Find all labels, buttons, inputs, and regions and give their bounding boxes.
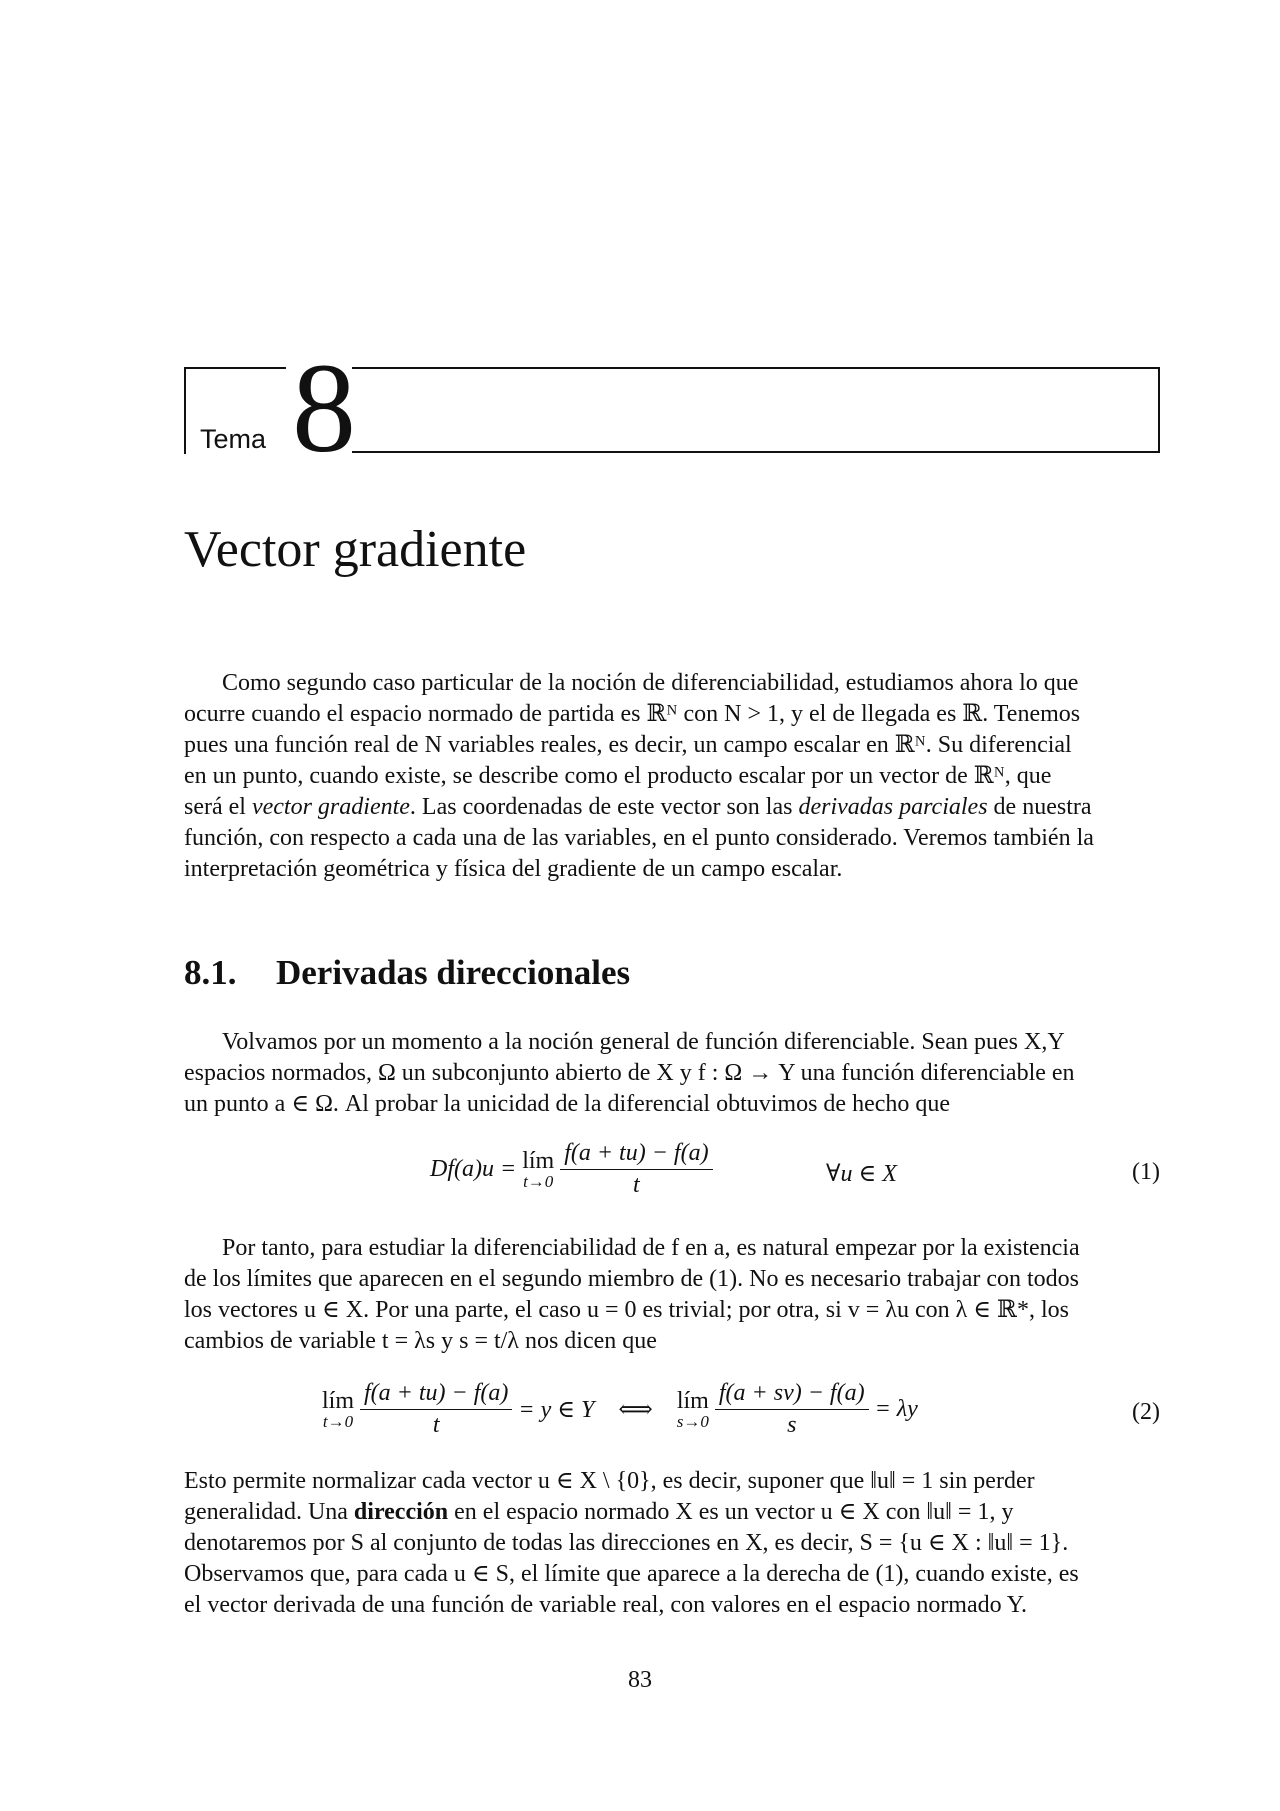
eq2-fraction-left [360, 1380, 512, 1439]
lim-sub: s→0 [676, 1411, 709, 1431]
chapter-title: Vector gradiente [184, 521, 527, 578]
lim-sub: t→0 [523, 1171, 554, 1191]
eq1-limit [522, 1148, 554, 1192]
chapter-frame-bottom [352, 451, 1160, 453]
p1-line: Volvamos por un momento a la noción general de función diferenciable. Sean pues X,Y [222, 1029, 1065, 1055]
p3-text: generalidad. Una [184, 1499, 354, 1525]
term-direccion: dirección [353, 1499, 449, 1525]
intro-text: de nuestra [987, 794, 1092, 820]
p2-line: los vectores u ∈ X. Por una parte, el caso u = 0 es trivial; por otra, si v = λu con λ ∈ ℝ*, los [184, 1297, 1069, 1323]
lim-text: lím [522, 1147, 555, 1174]
frac-denominator: s [787, 1412, 797, 1438]
eq2-limit-left [322, 1388, 354, 1432]
p3-line: Esto permite normalizar cada vector u ∈ X \ {0}, es decir, suponer que ‖u‖ = 1 sin perder [184, 1468, 1035, 1494]
frac-denominator: t [432, 1412, 440, 1438]
page-number: 83 [628, 1667, 652, 1693]
intro-line: en un punto, cuando existe, se describe como el producto escalar por un vector de ℝᴺ, que [184, 763, 1052, 789]
intro-text: será el [184, 794, 252, 820]
p2-line: de los límites que aparecen en el segundo miembro de (1). No es necesario trabajar con todos [184, 1266, 1080, 1292]
chapter-frame-right [352, 367, 1160, 453]
intro-line: Como segundo caso particular de la noción de diferenciabilidad, estudiamos ahora lo que [222, 670, 1079, 696]
eq2-number: (2) [1132, 1399, 1160, 1425]
paragraph-3 [184, 1466, 1160, 1621]
lim-sub: t→0 [322, 1411, 354, 1431]
intro-paragraph [184, 668, 1160, 885]
chapter-number: 8 [292, 337, 356, 479]
intro-text: . Las coordenadas de este vector son las [409, 794, 799, 820]
intro-line: pues una función real de N variables reales, es decir, un campo escalar en ℝᴺ. Su diferencial [184, 732, 1072, 758]
p2-line: cambios de variable t = λs y s = t/λ nos dicen que [184, 1328, 657, 1354]
eq2-middle: = y ∈ Y [518, 1397, 595, 1423]
lim-text: lím [322, 1387, 355, 1414]
frac-numerator: f(a + tu) − f(a) [360, 1380, 512, 1410]
p2-line: Por tanto, para estudiar la diferenciabilidad de f en a, es natural empezar por la existencia [222, 1235, 1080, 1261]
eq1-fraction [560, 1140, 712, 1199]
intro-line: ocurre cuando el espacio normado de partida es ℝᴺ con N > 1, y el de llegada es ℝ. Tenemos [184, 701, 1081, 727]
eq1-rhs: ∀u ∈ X [826, 1161, 897, 1187]
p1-line: espacios normados, Ω un subconjunto abierto de X y f : Ω → Y una función diferenciable en [184, 1060, 1075, 1086]
paragraph-2 [184, 1233, 1160, 1357]
section-title: Derivadas direccionales [276, 953, 631, 992]
eq2-limit-right [677, 1388, 709, 1432]
term-vector-gradiente: vector gradiente [251, 794, 410, 820]
eq2-fraction-right [715, 1380, 869, 1439]
section-heading [184, 953, 630, 993]
lim-text: lím [676, 1387, 709, 1414]
intro-line: función, con respecto a cada una de las variables, en el punto considerado. Veremos también la [184, 825, 1094, 851]
p3-line: el vector derivada de una función de variable real, con valores en el espacio normado Y. [184, 1592, 1027, 1618]
frac-numerator: f(a + tu) − f(a) [560, 1140, 712, 1170]
p3-line: Observamos que, para cada u ∈ S, el límite que aparece a la derecha de (1), cuando existe, es [184, 1561, 1079, 1587]
intro-line: interpretación geométrica y física del gradiente de un campo escalar. [184, 856, 843, 882]
p3-text: en el espacio normado X es un vector u ∈ X con ‖u‖ = 1, y [448, 1499, 1014, 1525]
eq1-number: (1) [1132, 1159, 1160, 1185]
section-number: 8.1. [184, 953, 237, 992]
p1-line: un punto a ∈ Ω. Al probar la unicidad de la diferencial obtuvimos de hecho que [184, 1091, 951, 1117]
term-derivadas-parciales: derivadas parciales [798, 794, 988, 820]
p3-line: denotaremos por S al conjunto de todas las direcciones en X, es decir, S = {u ∈ X : ‖u‖ = 1}. [184, 1530, 1069, 1556]
eq1-lhs: Df(a)u = [430, 1156, 517, 1182]
paragraph-1 [184, 1027, 1160, 1120]
frac-denominator: t [633, 1172, 640, 1198]
frac-numerator: f(a + sv) − f(a) [715, 1380, 869, 1410]
eq2-end: = λy [874, 1396, 918, 1422]
chapter-label: Tema [200, 424, 267, 454]
iff-symbol: ⟺ [618, 1397, 653, 1423]
